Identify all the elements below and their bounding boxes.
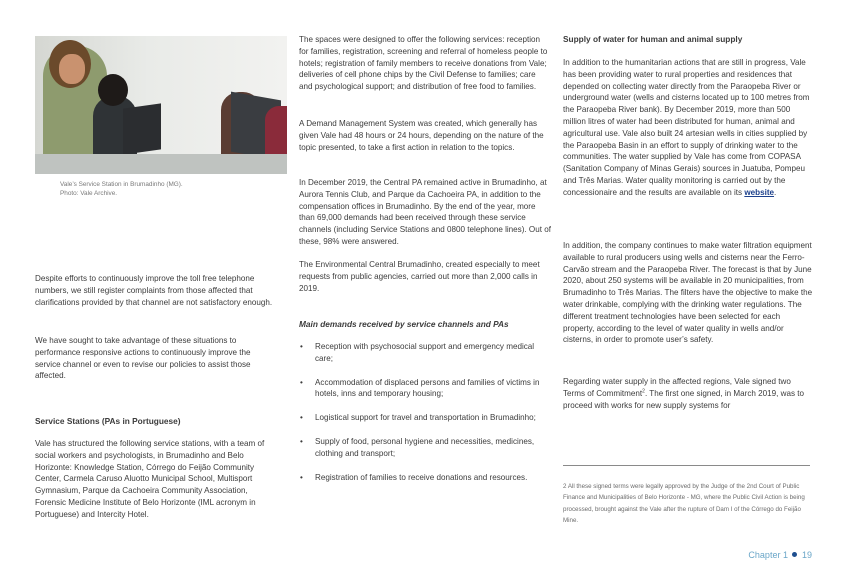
- page-number: 19: [801, 550, 812, 560]
- footnote-divider: [563, 465, 810, 466]
- website-link[interactable]: website: [744, 187, 775, 197]
- paragraph-responsive-actions: We have sought to take advantage of these situations to performance responsive actions to continuously improve the service channel or even to revise our policies to assist those affected.: [35, 336, 251, 381]
- footnote: 2 All these signed terms were legally approved by the Judge of the 2nd Court of Public Finance and Municipalities of Belo Horizonte - MG, where the Public Civil Action is being processed, brought against the Vale after the rupture of Dam I of the Córrego do Feijão Mine.: [563, 483, 805, 525]
- bullet-icon: •: [300, 342, 303, 351]
- bullet-icon: •: [300, 413, 303, 423]
- caption-line-2: Photo: Vale Archive.: [60, 189, 118, 197]
- list-item: • Reception with psychosocial support and emergency medical care;: [300, 342, 535, 363]
- page-footer: [748, 550, 812, 560]
- paragraph-environmental-central: The Environmental Central Brumadinho, created especially to meet requests from public agencies, carried out more than 2,000 calls in 2019.: [299, 260, 540, 293]
- paragraph-service-stations: Vale has structured the following service stations, with a team of social workers and psychologists, in Brumadinho and Belo Horizonte: Knowledge Station, Córrego do Feijão Community Center, Carmela Caruso Aluotto Municipal School, Multisport Gymnasium, Parque da Cachoeira Community Association, Forensic Medicine Institute of Belo Horizonte (IML acronym in Portuguese) and Intercity Hotel.: [35, 439, 265, 519]
- paragraph-demand-management: A Demand Management System was created, which generally has given Vale had 48 hours or 24 hours, depending on the nature of the topic presented, to take a first action in relation to the topics.: [299, 119, 544, 152]
- list-item: • Supply of food, personal hygiene and necessities, medicines, clothing and transport;: [300, 436, 535, 458]
- chapter-label: Chapter 1: [748, 550, 788, 560]
- heading-water-supply: Supply of water for human and animal supply: [563, 34, 743, 44]
- bullet-icon: •: [300, 377, 303, 387]
- list-item: • Accommodation of displaced persons and families of victims in hotels, inns and temporary housing;: [300, 377, 540, 399]
- photo-caption: [60, 181, 250, 198]
- demands-list: [299, 341, 551, 483]
- caption-line-1: Vale’s Service Station in Brumadinho (MG).: [60, 181, 183, 188]
- paragraph-december-2019: In December 2019, the Central PA remained active in Brumadinho, at Aurora Tennis Club, and Parque da Cachoeira PA, in addition to the compensation offices in Brumadinho. By the end of the year, more than 69,000 demands had been received through these service channels (including Service Stations and 0800 telephone lines). Out of these, 98% were answered.: [299, 178, 551, 246]
- paragraph-water-filtration: In addition, the company continues to make water filtration equipment available to rural producers using wells and cisterns near the Ferro-Carvão stream and the Paraopeba River. The forecast is that by June 2020, about 250 systems will be available in 20 municipalities, from Brumadinho to Três Marias. The filters have the objective to make the water drinkable, complying with the drinking water regulations. The different treatment technologies have been selected for each property, according to the level of water quality in wells and/or cisterns, in order to promote user’s safety.: [563, 241, 813, 345]
- paragraph-complaints: Despite efforts to continuously improve the toll free telephone numbers, we still register complaints from those affected that clarifications provided by that channel are not satisfactory enough.: [35, 274, 273, 307]
- heading-main-demands: Main demands received by service channels and PAs: [299, 319, 509, 329]
- paragraph-services-offered: The spaces were designed to offer the following services: reception for families, registration, screening and referral of homeless people to hotels; registration of family members to receive donations from Vale; deliveries of cell phone chips by the Civil Defense to families; care and psychological support; and distribution of free food to families.: [299, 35, 548, 92]
- paragraph-water-humanitarian: In addition to the humanitarian actions that are still in progress, Vale has been providing water to rural properties and residences that depended on collecting water directly from the Paraopeba River or underground water (wells and cisterns located up to 100 metres from the Paraopeba River bank). By December 2019, more than 500 million litres of water had been distributed for human, animal and agricultural use. Vale also built 24 artesian wells in cities supplied by the Paraopeba Basin in an effort to supply of drinking water to the communities. The water supplied by Vale has come from COPASA (Sanitation Company of Minas Gerais) sources in Juatuba, Pompeu and Três Marias. Water quality monitoring is carried out by the concessionaire and the results are available on its website.: [563, 58, 810, 197]
- heading-service-stations: Service Stations (PAs in Portuguese): [35, 416, 181, 426]
- bullet-icon: •: [300, 436, 303, 446]
- list-item: • Registration of families to receive donations and resources.: [300, 472, 528, 482]
- service-station-photo: [35, 36, 287, 174]
- separator-dot-icon: [792, 552, 797, 557]
- list-item: • Logistical support for travel and transportation in Brumadinho;: [300, 413, 536, 423]
- paragraph-terms-of-commitment: Regarding water supply in the affected regions, Vale signed two Terms of Commitment$^2$. The first one signed, in March 2019, was to proceed with works for new supply systems for: [563, 377, 805, 410]
- bullet-icon: •: [300, 472, 303, 482]
- footnote-reference[interactable]: 2: [642, 388, 645, 395]
